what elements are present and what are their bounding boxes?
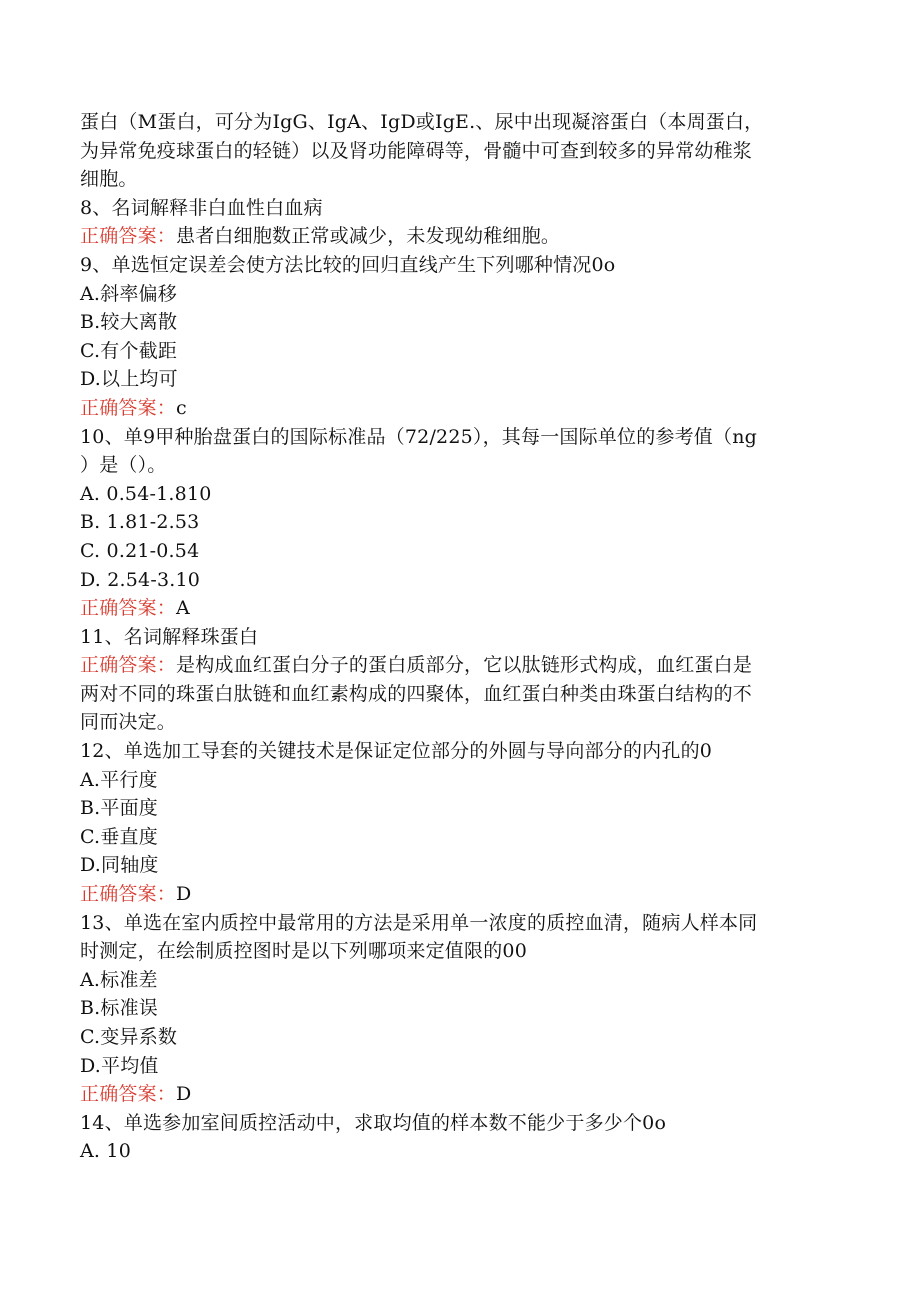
question-13-title: 13、单选在室内质控中最常用的方法是采用单一浓度的质控血清，随病人样本同: [80, 911, 758, 934]
option: C.垂直度: [80, 825, 158, 848]
option: B.标准误: [80, 997, 159, 1020]
option: C.有个截距: [80, 339, 178, 362]
question-11-answer: [80, 651, 850, 737]
question-14-title: 14、单选参加室间质控活动中，求取均值的样本数不能少于多少个0o: [80, 1111, 667, 1134]
answer-line: 同而决定。: [80, 711, 177, 734]
answer-label: 正确答案：: [80, 396, 177, 419]
question-8-title: 8、名词解释非白血性白血病: [80, 196, 323, 219]
option: B. 1.81-2.53: [80, 511, 200, 534]
answer-label: 正确答案：: [80, 225, 177, 248]
question-13-title-cont: 时测定，在绘制质控图时是以下列哪项来定值限的00: [80, 940, 527, 963]
question-10-title-cont: ）是（）。: [80, 454, 167, 477]
option: A. 10: [80, 1140, 131, 1163]
intro-line: 蛋白（M蛋白，可分为IgG、IgA、IgD或IgE.、尿中出现凝溶蛋白（本周蛋白，: [80, 111, 764, 133]
question-10-answer: [80, 594, 850, 623]
option: C. 0.21-0.54: [80, 539, 200, 562]
option: D.以上均可: [80, 368, 178, 391]
option: A. 0.54-1.810: [80, 482, 212, 505]
option: A.标准差: [80, 968, 158, 991]
answer-text: A: [176, 597, 190, 620]
option: C.变异系数: [80, 1026, 178, 1048]
option: A.平行度: [80, 768, 158, 791]
document-page: [80, 108, 850, 1166]
question-12-title: 12、单选加工导套的关键技术是保证定位部分的外圆与导向部分的内孔的0: [80, 740, 713, 763]
answer-label: 正确答案：: [80, 597, 177, 620]
answer-label: 正确答案：: [80, 1083, 177, 1106]
question-13-answer: [80, 1080, 850, 1109]
answer-label: 正确答案：: [80, 654, 177, 677]
answer-text: 患者白细胞数正常或减少，未发现幼稚细胞。: [176, 225, 561, 248]
question-9-answer: [80, 394, 850, 423]
answer-text: D: [176, 1083, 192, 1106]
intro-line: 细胞。: [80, 168, 138, 191]
option: B.较大离散: [80, 311, 178, 334]
option: D.平均值: [80, 1054, 159, 1077]
answer-text: c: [176, 396, 187, 419]
answer-line: [80, 651, 850, 680]
intro-paragraph: [80, 108, 850, 194]
answer-label: 正确答案：: [80, 883, 177, 906]
question-12-answer: [80, 880, 850, 909]
option: A.斜率偏移: [80, 282, 177, 305]
option: D.同轴度: [80, 854, 159, 877]
question-8-answer: [80, 222, 850, 251]
option: B.平面度: [80, 797, 159, 820]
question-11-title: 11、名词解释珠蛋白: [80, 625, 259, 648]
answer-text: 是构成血红蛋白分子的蛋白质部分，它以肽链形式构成，血红蛋白是: [176, 654, 753, 677]
answer-text: D: [176, 883, 192, 906]
question-10-title: 10、单9甲种胎盘蛋白的国际标准品（72/225），其每一国际单位的参考值（ng: [80, 425, 758, 448]
intro-line: 为异常免疫球蛋白的轻链）以及肾功能障碍等，骨髓中可查到较多的异常幼稚浆: [80, 139, 753, 162]
question-9-title: 9、单选恒定误差会使方法比较的回归直线产生下列哪种情况0o: [80, 253, 616, 276]
answer-line: 两对不同的珠蛋白肽链和血红素构成的四聚体，血红蛋白种类由珠蛋白结构的不: [80, 682, 753, 705]
option: D. 2.54-3.10: [80, 568, 201, 591]
